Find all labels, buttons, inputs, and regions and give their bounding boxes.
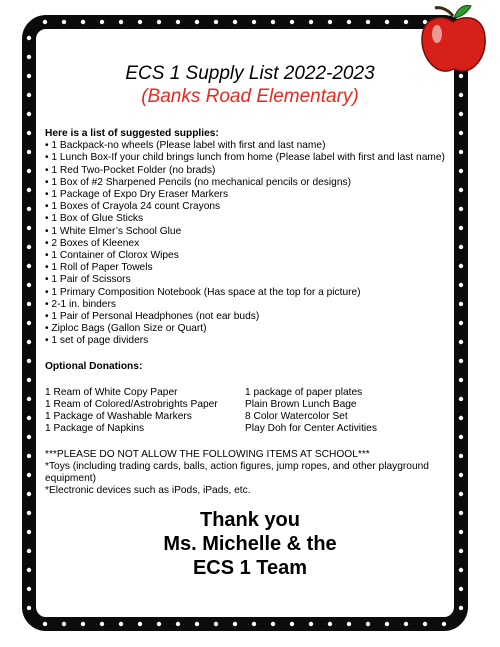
supply-item: • 1 set of page dividers bbox=[45, 335, 149, 347]
thanks-line: Thank you bbox=[199, 509, 300, 531]
thank-you-message bbox=[0, 508, 500, 580]
supply-item: • 1 Primary Composition Notebook (Has space at the top for a picture) bbox=[45, 286, 361, 298]
supply-item: • 2 Boxes of Kleenex bbox=[45, 237, 140, 249]
supply-item: • 1 Pair of Personal Headphones (not ear buds) bbox=[45, 311, 260, 323]
notice-toys: *Toys (including trading cards, balls, action figures, jump ropes, and other playground bbox=[45, 460, 429, 472]
supply-item: • 1 Container of Clorox Wipes bbox=[45, 250, 179, 262]
donation-item: 1 Package of Washable Markers bbox=[45, 411, 192, 423]
donation-item: Plain Brown Lunch Bage bbox=[245, 399, 357, 411]
school-name: (Banks Road Elementary) bbox=[141, 86, 359, 107]
supplies-list bbox=[45, 140, 445, 347]
intro-heading: Here is a list of suggested supplies: bbox=[45, 128, 219, 139]
donations-right-column bbox=[245, 387, 445, 436]
donation-item: Play Doh for Center Activities bbox=[245, 423, 377, 435]
supply-item: • 1 Boxes of Crayola 24 count Crayons bbox=[45, 201, 221, 213]
donation-item: 1 Package of Napkins bbox=[45, 423, 145, 435]
donation-item: 1 Ream of Colored/Astrobrights Paper bbox=[45, 399, 218, 411]
supply-item: • 1 Pair of Scissors bbox=[45, 274, 131, 286]
supply-item: • 1 Package of Expo Dry Eraser Markers bbox=[45, 189, 229, 201]
supply-item: • 1 White Elmer’s School Glue bbox=[45, 225, 182, 237]
notice-toys-continued: equipment) bbox=[45, 473, 96, 485]
donations-left-column bbox=[45, 387, 245, 436]
donation-item: 1 Ream of White Copy Paper bbox=[45, 386, 178, 398]
supply-item: • 1 Box of Glue Sticks bbox=[45, 213, 144, 225]
thanks-line: Ms. Michelle & the bbox=[163, 533, 337, 555]
supply-item: • 1 Box of #2 Sharpened Pencils (no mechanical pencils or designs) bbox=[45, 176, 351, 188]
supply-item: • 1 Backpack-no wheels (Please label with first and last name) bbox=[45, 140, 326, 152]
notice-heading: ***PLEASE DO NOT ALLOW THE FOLLOWING ITEMS AT SCHOOL*** bbox=[45, 448, 370, 460]
thanks-line: ECS 1 Team bbox=[192, 557, 308, 579]
supply-list bbox=[45, 128, 445, 497]
prohibited-items-notice bbox=[45, 449, 445, 498]
supply-item: • 1 Roll of Paper Towels bbox=[45, 262, 153, 274]
notice-electronics: *Electronic devices such as iPods, iPads, etc. bbox=[45, 485, 251, 497]
supply-item: • 2-1 in. binders bbox=[45, 298, 116, 310]
donations-table bbox=[45, 387, 445, 436]
optional-donations-heading: Optional Donations: bbox=[45, 360, 143, 372]
page-title: ECS 1 Supply List 2022-2023 bbox=[125, 63, 375, 84]
supply-item: • 1 Red Two-Pocket Folder (no brads) bbox=[45, 164, 216, 176]
donation-item: 1 package of paper plates bbox=[245, 386, 363, 398]
donation-item: 8 Color Watercolor Set bbox=[245, 411, 348, 423]
supply-item: • Ziploc Bags (Gallon Size or Quart) bbox=[45, 323, 207, 335]
supply-item: • 1 Lunch Box-If your child brings lunch from home (Please label with first and last name) bbox=[45, 152, 445, 164]
